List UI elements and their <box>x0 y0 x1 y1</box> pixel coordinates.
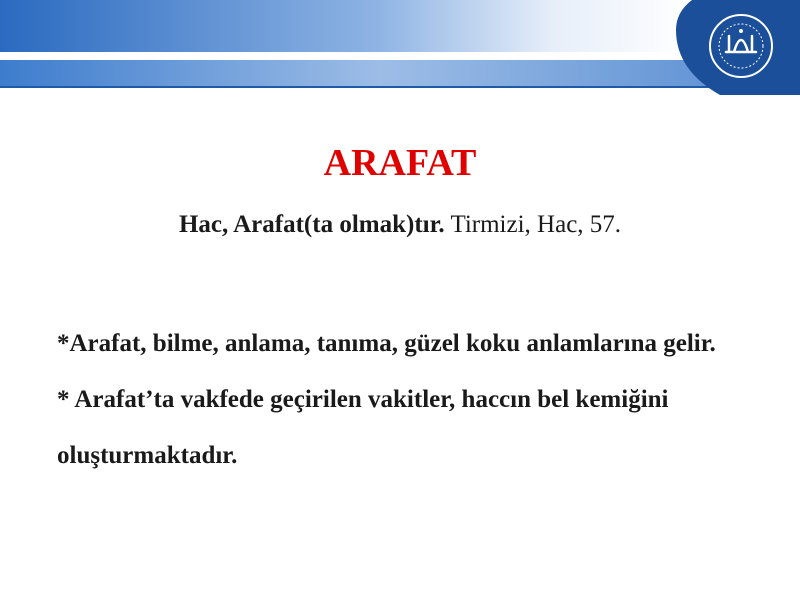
header-banner <box>0 0 800 95</box>
header-band <box>0 0 690 52</box>
subtitle-line <box>0 209 800 241</box>
hadith-source: Tirmizi, Hac, 57. <box>450 211 622 238</box>
paragraph: * Arafat’ta vakfede geçirilen vakitler, haccın bel kemiğini oluşturmaktadır. <box>57 386 669 469</box>
hadith-text: Hac, Arafat(ta olmak)tır. <box>178 211 445 238</box>
body-text <box>57 316 757 484</box>
paragraph: *Arafat, bilme, anlama, tanıma, güzel koku anlamlarına gelir. <box>57 330 716 357</box>
header-stripe <box>0 60 760 86</box>
slide-title: ARAFAT <box>323 142 477 184</box>
diyanet-seal-icon <box>710 15 772 77</box>
